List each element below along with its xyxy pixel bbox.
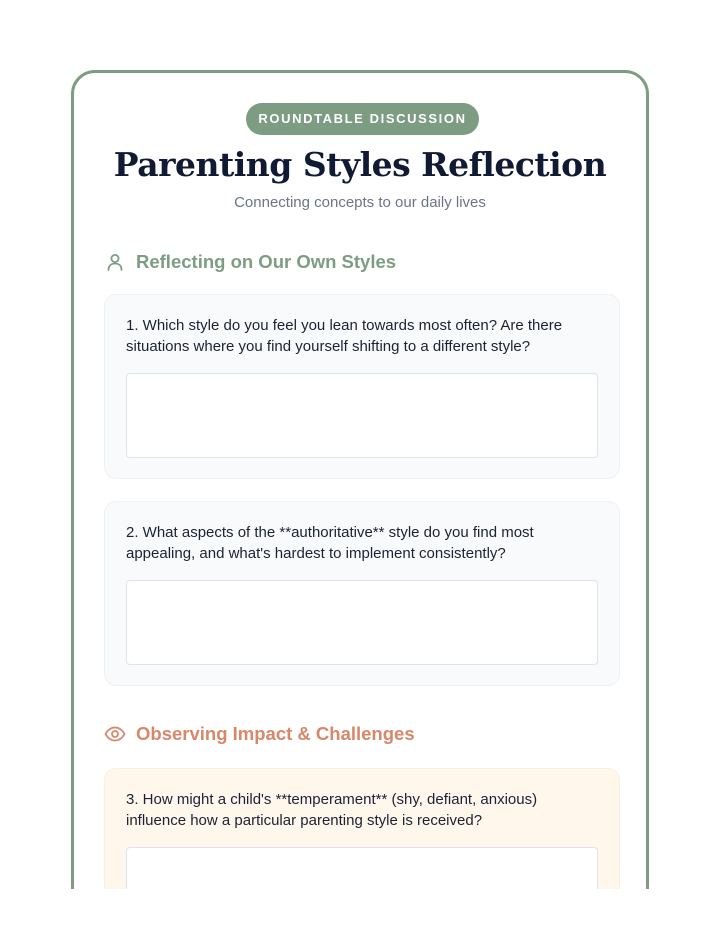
question-text: 1. Which style do you feel you lean towards most often? Are there situations where you find yourself shifting to a different style? xyxy=(126,317,563,355)
answer-field-1[interactable] xyxy=(126,373,598,458)
user-icon xyxy=(104,251,126,273)
question-text: 3. How might a child's **temperament** (shy, defiant, anxious) influence how a particular parenting style is received? xyxy=(126,791,538,829)
question-text: 2. What aspects of the **authoritative** style do you find most appealing, and what's hardest to implement consistently? xyxy=(126,524,534,562)
question-card-1 xyxy=(104,294,620,479)
eye-icon xyxy=(104,723,126,745)
page-title: Parenting Styles Reflection xyxy=(113,145,607,184)
section-title: Observing Impact & Challenges xyxy=(136,723,415,744)
answer-field-3[interactable] xyxy=(126,847,598,889)
question-card-3 xyxy=(104,768,620,889)
section-header-impact xyxy=(104,721,415,747)
section-title: Reflecting on Our Own Styles xyxy=(136,251,397,272)
page-subtitle: Connecting concepts to our daily lives xyxy=(234,194,486,211)
category-badge: ROUNDTABLE DISCUSSION xyxy=(246,103,479,135)
section-header-own-styles xyxy=(104,249,396,275)
question-card-2 xyxy=(104,501,620,686)
answer-field-2[interactable] xyxy=(126,580,598,665)
worksheet-card xyxy=(71,70,649,889)
